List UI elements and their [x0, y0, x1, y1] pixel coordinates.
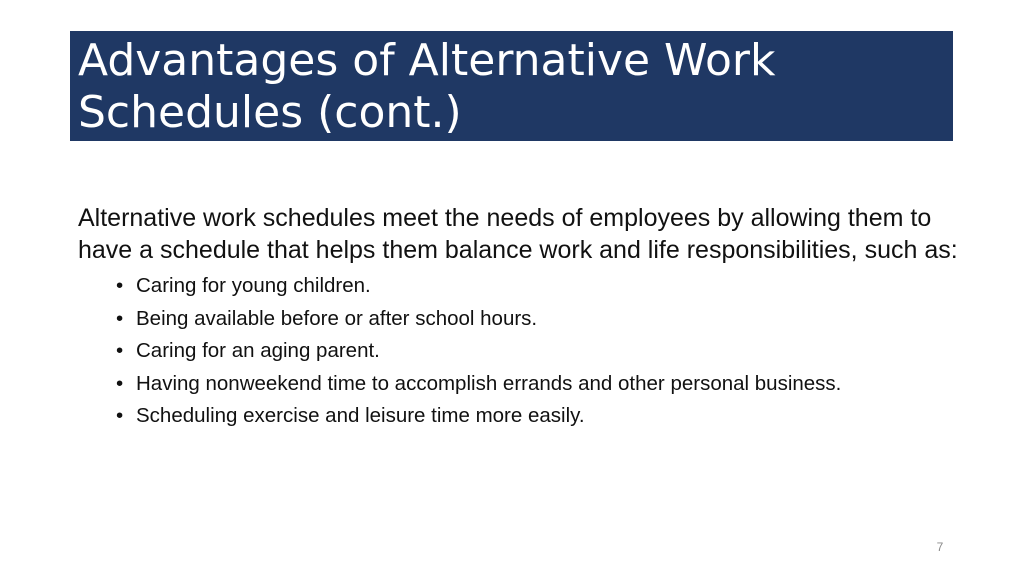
bullet-icon: • — [116, 371, 124, 395]
bullet-item — [116, 400, 958, 433]
bullet-text: Caring for young children. — [136, 274, 371, 297]
bullet-item — [116, 335, 958, 368]
bullet-list — [78, 270, 958, 433]
bullet-item — [116, 303, 958, 336]
bullet-text: Caring for an aging parent. — [136, 339, 380, 362]
intro-paragraph: Alternative work schedules meet the needs of employees by allowing them to have a schedule that helps them balance work and life responsibilities, such as: — [78, 204, 958, 264]
bullet-text: Scheduling exercise and leisure time more easily. — [136, 404, 585, 427]
page-number: 7 — [936, 540, 944, 554]
bullet-text: Being available before or after school hours. — [136, 306, 538, 330]
bullet-item — [116, 368, 958, 401]
bullet-icon: • — [116, 339, 124, 362]
bullet-text: Having nonweekend time to accomplish errands and other personal business. — [136, 371, 842, 395]
slide-title: Advantages of Alternative Work Schedules (cont.) — [78, 35, 776, 138]
bullet-icon: • — [116, 306, 124, 330]
bullet-icon: • — [116, 404, 124, 427]
slide-body — [78, 202, 958, 433]
title-bar — [70, 31, 953, 141]
bullet-item — [116, 270, 958, 303]
bullet-icon: • — [116, 274, 124, 297]
